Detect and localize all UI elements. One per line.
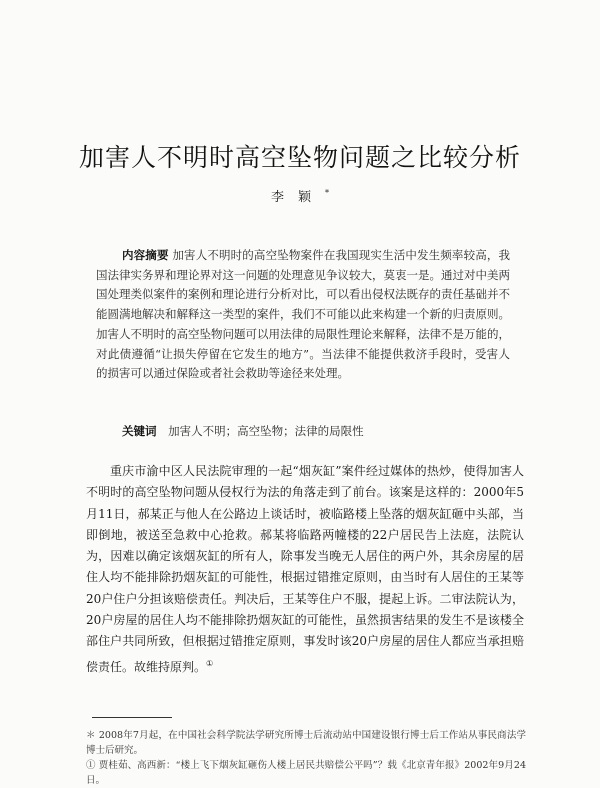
abstract-label: 内容摘要	[122, 248, 169, 262]
keywords-label: 关键词	[122, 424, 157, 438]
body-paragraph	[86, 461, 524, 678]
author-footnote-mark: *	[325, 188, 329, 198]
footnote-1: ① 贾桂茹、高西新：“楼上飞下烟灰缸砸伤人楼上居民共赔偿公平吗”？载《北京青年报》2002年9月24日。	[86, 760, 526, 786]
footnote-ref: ①	[206, 658, 214, 668]
footnote-author: ＊ 2008年7月起，在中国社会科学院法学研究所博士后流动站中国建设银行博士后工作站从事民商法学博士后研究。	[86, 730, 526, 756]
footnote-divider	[92, 717, 172, 718]
abstract	[96, 246, 510, 384]
abstract-text: 加害人不明时的高空坠物案件在我国现实生活中发生频率较高，我国法律实务界和理论界对这一问题的处理意见争议较大，莫衷一是。通过对中美两国处理类似案件的案例和理论进行分析对比，可以看出侵权法既存的责任基础并不能圆满地解决和解释这一类型的案件，我们不可能以此来构建一个新的归责原则。加害人不明时的高空坠物问题可以用法律的局限性理论来解释，法律不是万能的，对此债遵循“让损失停留在它发生的地方”。当法律不能提供救济手段时，受害人的损害可以通过保险或者社会救助等途径来处理。	[96, 248, 511, 381]
keywords	[122, 423, 512, 439]
body-paragraph-text: 重庆市渝中区人民法院审理的一起“烟灰缸”案件经过媒体的热炒，使得加害人不明时的高空坠物问题从侵权行为法的角落走到了前台。该案是这样的：2000年5月11日，郝某正与他人在公路边上谈话时，被临路楼上坠落的烟灰缸砸中头部，当即倒地，被送至急救中心抢救。郝某将临路两幢楼的22户居民告上法庭，法院认为，因难以确定该烟灰缸的所有人，除事发当晚无人居住的两户外，其余房屋的居住人均不能排除扔烟灰缸的可能性，根据过错推定原则，由当时有人居住的王某等20户住户分担该赔偿责任。判决后，王某等住户不服，提起上诉。二审法院认为，20户房屋的居住人均不能排除扔烟灰缸的可能性，虽然损害结果的发生不是该楼全部住户共同所致，但根据过错推定原则，事发时该20户房屋的居住人都应当承担赔偿责任。故维持原判。	[86, 464, 524, 674]
keywords-text: 加害人不明；高空坠物；法律的局限性	[168, 424, 364, 438]
author-line	[0, 186, 600, 205]
article-title: 加害人不明时高空坠物问题之比较分析	[78, 143, 521, 172]
author-name: 李颖	[270, 190, 325, 205]
